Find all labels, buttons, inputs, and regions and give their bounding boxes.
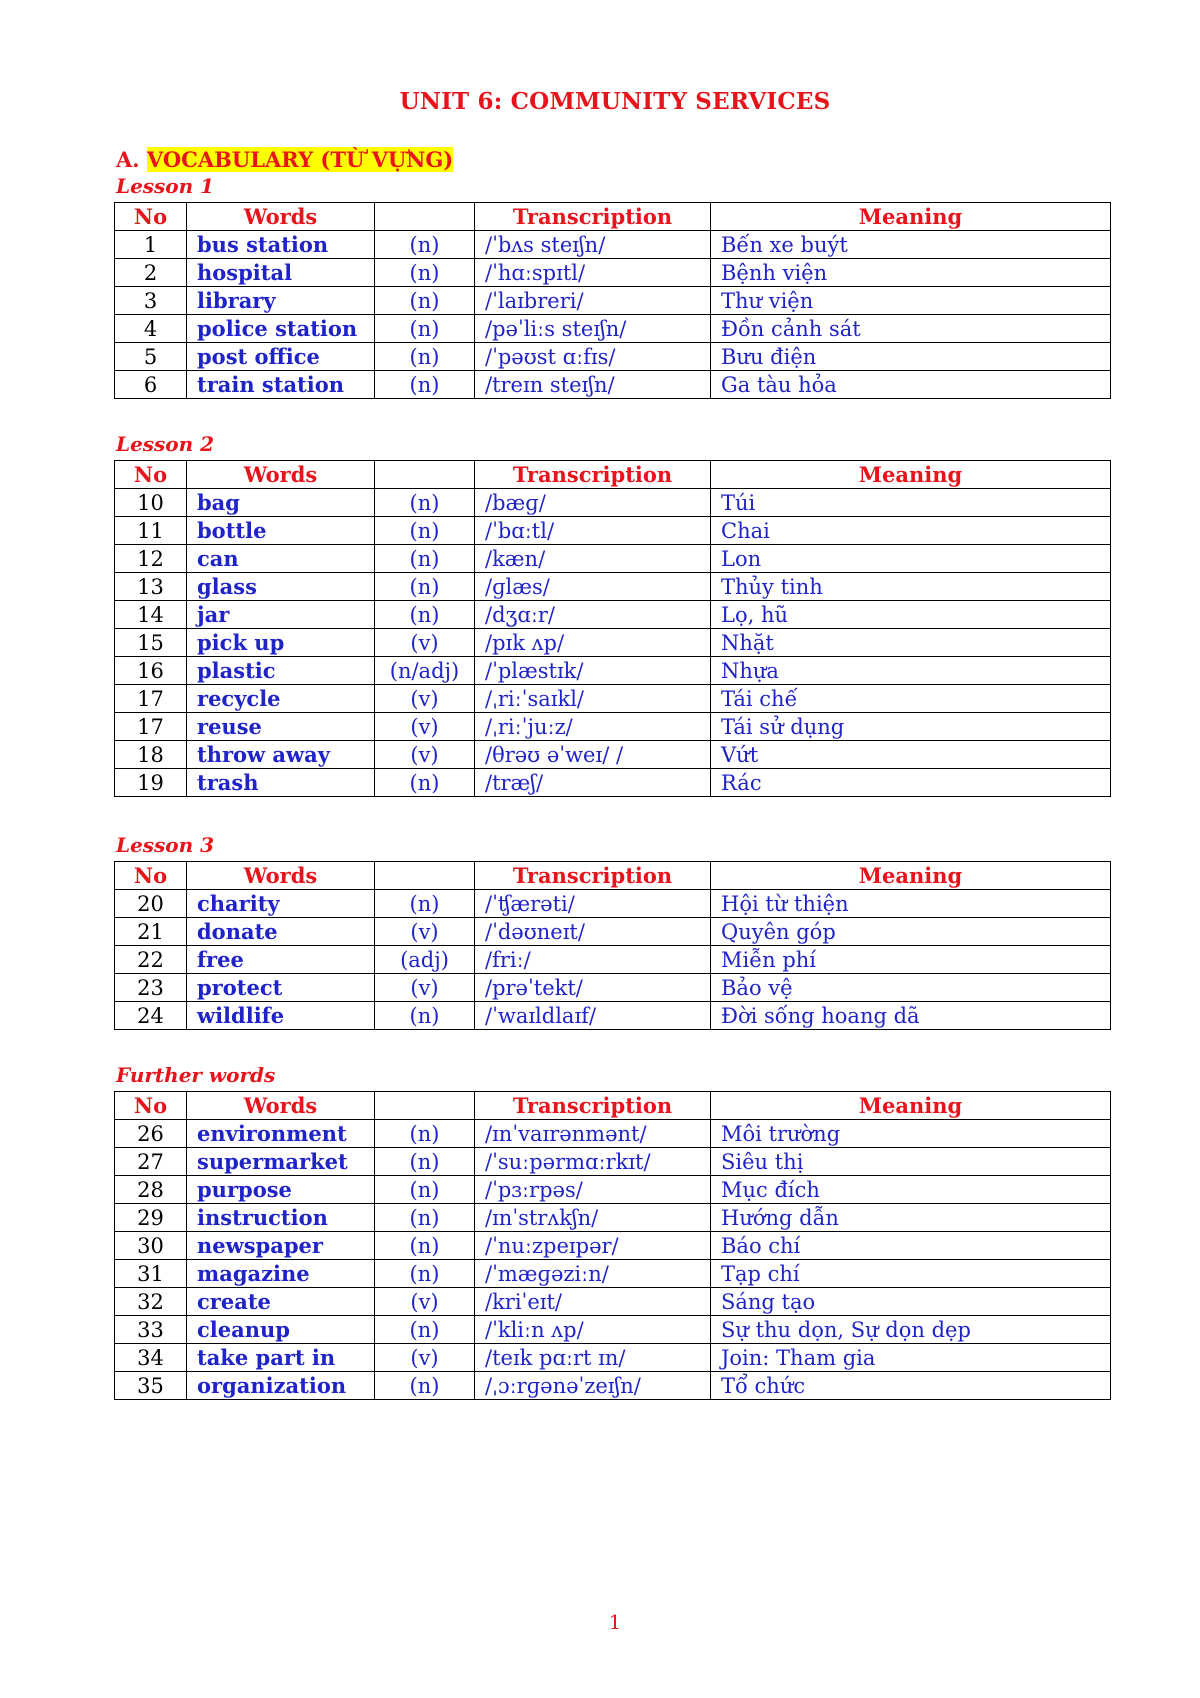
cell-transcription: /ˈwaɪldlaɪf/: [475, 1002, 711, 1030]
cell-word: organization: [187, 1372, 375, 1400]
cell-pos: (n): [375, 1148, 475, 1176]
lesson-label-1: Lesson 1: [116, 174, 215, 198]
cell-pos: (v): [375, 685, 475, 713]
cell-no: 21: [115, 918, 187, 946]
cell-no: 14: [115, 601, 187, 629]
cell-transcription: /ɪnˈstrʌkʃn/: [475, 1204, 711, 1232]
table-row: [115, 974, 1111, 1002]
cell-meaning: Chai: [711, 517, 1111, 545]
cell-transcription: /ˈʧærəti/: [475, 890, 711, 918]
header-meaning: Meaning: [711, 862, 1111, 890]
table-row: [115, 371, 1111, 399]
page-number: 1: [608, 1610, 622, 1634]
cell-pos: (n): [375, 1372, 475, 1400]
cell-pos: (n): [375, 343, 475, 371]
lesson-label-further: Further words: [116, 1063, 276, 1087]
cell-word: trash: [187, 769, 375, 797]
cell-pos: (n): [375, 1204, 475, 1232]
cell-pos: (n/adj): [375, 657, 475, 685]
cell-no: 27: [115, 1148, 187, 1176]
cell-transcription: /ˈplæstɪk/: [475, 657, 711, 685]
cell-transcription: /ˈbɑːtl/: [475, 517, 711, 545]
cell-no: 17: [115, 713, 187, 741]
header-row: [115, 461, 1111, 489]
header-row: [115, 203, 1111, 231]
cell-transcription: /dʒɑːr/: [475, 601, 711, 629]
cell-meaning: Ga tàu hỏa: [711, 371, 1111, 399]
header-no: No: [115, 203, 187, 231]
cell-meaning: Hội từ thiện: [711, 890, 1111, 918]
cell-pos: (adj): [375, 946, 475, 974]
cell-meaning: Tạp chí: [711, 1260, 1111, 1288]
cell-word: post office: [187, 343, 375, 371]
cell-pos: (v): [375, 1344, 475, 1372]
cell-transcription: /ɪnˈvaɪrənmənt/: [475, 1120, 711, 1148]
cell-meaning: Đồn cảnh sát: [711, 315, 1111, 343]
cell-transcription: /ˌriːˈjuːz/: [475, 713, 711, 741]
table-row: [115, 1372, 1111, 1400]
cell-pos: (n): [375, 1316, 475, 1344]
cell-meaning: Sự thu dọn, Sự dọn dẹp: [711, 1316, 1111, 1344]
cell-word: hospital: [187, 259, 375, 287]
lesson-label-2: Lesson 2: [116, 432, 215, 456]
cell-meaning: Rác: [711, 769, 1111, 797]
cell-pos: (n): [375, 1002, 475, 1030]
table-row: [115, 629, 1111, 657]
table-row: [115, 890, 1111, 918]
table-row: [115, 517, 1111, 545]
cell-transcription: /ˈdəʊneɪt/: [475, 918, 711, 946]
cell-pos: (v): [375, 629, 475, 657]
cell-pos: (n): [375, 573, 475, 601]
table-row: [115, 287, 1111, 315]
cell-no: 22: [115, 946, 187, 974]
cell-pos: (n): [375, 1260, 475, 1288]
cell-word: purpose: [187, 1176, 375, 1204]
cell-word: cleanup: [187, 1316, 375, 1344]
table-row: [115, 1176, 1111, 1204]
section-highlight: VOCABULARY (TỪ VỰNG): [146, 147, 454, 172]
cell-no: 33: [115, 1316, 187, 1344]
cell-word: environment: [187, 1120, 375, 1148]
cell-pos: (n): [375, 769, 475, 797]
table-row: [115, 1204, 1111, 1232]
cell-meaning: Quyên góp: [711, 918, 1111, 946]
cell-meaning: Thư viện: [711, 287, 1111, 315]
cell-meaning: Hướng dẫn: [711, 1204, 1111, 1232]
cell-transcription: /ɡlæs/: [475, 573, 711, 601]
cell-transcription: /ˈkliːn ʌp/: [475, 1316, 711, 1344]
cell-meaning: Nhặt: [711, 629, 1111, 657]
header-transcription: Transcription: [475, 862, 711, 890]
cell-no: 19: [115, 769, 187, 797]
cell-transcription: /ˈlaɪbreri/: [475, 287, 711, 315]
cell-word: newspaper: [187, 1232, 375, 1260]
table-row: [115, 1316, 1111, 1344]
vocab-table-further-words: [114, 1091, 1111, 1400]
table-row: [115, 315, 1111, 343]
cell-pos: (v): [375, 974, 475, 1002]
cell-no: 12: [115, 545, 187, 573]
cell-transcription: /θrəʊ əˈweɪ/ /: [475, 741, 711, 769]
cell-transcription: /kriˈeɪt/: [475, 1288, 711, 1316]
cell-meaning: Lon: [711, 545, 1111, 573]
header-no: No: [115, 1092, 187, 1120]
cell-transcription: /ˈpɜːrpəs/: [475, 1176, 711, 1204]
cell-meaning: Bưu điện: [711, 343, 1111, 371]
cell-no: 17: [115, 685, 187, 713]
cell-word: donate: [187, 918, 375, 946]
cell-transcription: /treɪn steɪʃn/: [475, 371, 711, 399]
table-row: [115, 1260, 1111, 1288]
table-row: [115, 545, 1111, 573]
header-pos: [375, 1092, 475, 1120]
cell-no: 30: [115, 1232, 187, 1260]
table-row: [115, 741, 1111, 769]
header-words: Words: [187, 862, 375, 890]
cell-pos: (n): [375, 489, 475, 517]
cell-no: 6: [115, 371, 187, 399]
vocab-table-lesson-2: [114, 460, 1111, 797]
cell-transcription: /ˌɔːrɡənəˈzeɪʃn/: [475, 1372, 711, 1400]
cell-no: 28: [115, 1176, 187, 1204]
cell-no: 34: [115, 1344, 187, 1372]
cell-word: magazine: [187, 1260, 375, 1288]
table-row: [115, 946, 1111, 974]
lesson-label-3: Lesson 3: [116, 833, 215, 857]
cell-pos: (n): [375, 371, 475, 399]
cell-no: 26: [115, 1120, 187, 1148]
cell-pos: (n): [375, 1232, 475, 1260]
table-row: [115, 713, 1111, 741]
header-no: No: [115, 461, 187, 489]
cell-pos: (n): [375, 545, 475, 573]
page-title: UNIT 6: COMMUNITY SERVICES: [399, 88, 831, 115]
cell-word: jar: [187, 601, 375, 629]
cell-no: 4: [115, 315, 187, 343]
header-words: Words: [187, 203, 375, 231]
section-heading: [116, 147, 453, 172]
cell-meaning: Sáng tạo: [711, 1288, 1111, 1316]
header-no: No: [115, 862, 187, 890]
cell-no: 29: [115, 1204, 187, 1232]
cell-word: reuse: [187, 713, 375, 741]
cell-word: instruction: [187, 1204, 375, 1232]
table-row: [115, 685, 1111, 713]
header-transcription: Transcription: [475, 203, 711, 231]
table-row: [115, 1344, 1111, 1372]
cell-meaning: Nhựa: [711, 657, 1111, 685]
cell-no: 32: [115, 1288, 187, 1316]
cell-no: 24: [115, 1002, 187, 1030]
cell-transcription: /pɪk ʌp/: [475, 629, 711, 657]
cell-transcription: /ˈsuːpərmɑːrkɪt/: [475, 1148, 711, 1176]
cell-word: can: [187, 545, 375, 573]
cell-word: charity: [187, 890, 375, 918]
header-pos: [375, 862, 475, 890]
cell-word: protect: [187, 974, 375, 1002]
cell-transcription: /ˈnuːzpeɪpər/: [475, 1232, 711, 1260]
cell-meaning: Join: Tham gia: [711, 1344, 1111, 1372]
header-words: Words: [187, 461, 375, 489]
cell-meaning: Môi trường: [711, 1120, 1111, 1148]
cell-pos: (n): [375, 259, 475, 287]
cell-pos: (n): [375, 517, 475, 545]
cell-transcription: /ˈbʌs steɪʃn/: [475, 231, 711, 259]
cell-no: 15: [115, 629, 187, 657]
cell-pos: (n): [375, 1176, 475, 1204]
cell-word: police station: [187, 315, 375, 343]
cell-meaning: Tổ chức: [711, 1372, 1111, 1400]
cell-word: glass: [187, 573, 375, 601]
cell-transcription: /ˈmæɡəziːn/: [475, 1260, 711, 1288]
cell-no: 31: [115, 1260, 187, 1288]
cell-transcription: /friː/: [475, 946, 711, 974]
table-row: [115, 1120, 1111, 1148]
table-row: [115, 573, 1111, 601]
table-row: [115, 1232, 1111, 1260]
cell-transcription: /pəˈliːs steɪʃn/: [475, 315, 711, 343]
vocab-table-lesson-1: [114, 202, 1111, 399]
cell-no: 5: [115, 343, 187, 371]
table-row: [115, 1148, 1111, 1176]
cell-meaning: Túi: [711, 489, 1111, 517]
header-words: Words: [187, 1092, 375, 1120]
cell-meaning: Thủy tinh: [711, 573, 1111, 601]
cell-transcription: /ˈhɑːspɪtl/: [475, 259, 711, 287]
cell-no: 23: [115, 974, 187, 1002]
cell-meaning: Miễn phí: [711, 946, 1111, 974]
table-row: [115, 343, 1111, 371]
cell-word: throw away: [187, 741, 375, 769]
cell-word: train station: [187, 371, 375, 399]
cell-no: 35: [115, 1372, 187, 1400]
cell-no: 20: [115, 890, 187, 918]
cell-word: library: [187, 287, 375, 315]
cell-meaning: Mục đích: [711, 1176, 1111, 1204]
cell-no: 2: [115, 259, 187, 287]
table-row: [115, 259, 1111, 287]
cell-pos: (v): [375, 918, 475, 946]
cell-word: create: [187, 1288, 375, 1316]
table-row: [115, 918, 1111, 946]
cell-pos: (n): [375, 890, 475, 918]
cell-no: 18: [115, 741, 187, 769]
header-pos: [375, 461, 475, 489]
cell-meaning: Bến xe buýt: [711, 231, 1111, 259]
table-row: [115, 489, 1111, 517]
header-meaning: Meaning: [711, 1092, 1111, 1120]
cell-transcription: /prəˈtekt/: [475, 974, 711, 1002]
cell-transcription: /ˌriːˈsaɪkl/: [475, 685, 711, 713]
cell-meaning: Vứt: [711, 741, 1111, 769]
cell-word: bag: [187, 489, 375, 517]
table-row: [115, 601, 1111, 629]
cell-word: take part in: [187, 1344, 375, 1372]
cell-transcription: /ˈpəʊst ɑːfɪs/: [475, 343, 711, 371]
cell-no: 10: [115, 489, 187, 517]
cell-pos: (n): [375, 601, 475, 629]
cell-pos: (n): [375, 1120, 475, 1148]
cell-word: bottle: [187, 517, 375, 545]
vocab-table-lesson-3: [114, 861, 1111, 1030]
cell-meaning: Bảo vệ: [711, 974, 1111, 1002]
cell-pos: (n): [375, 287, 475, 315]
cell-transcription: /teɪk pɑːrt ɪn/: [475, 1344, 711, 1372]
cell-transcription: /kæn/: [475, 545, 711, 573]
cell-transcription: /træʃ/: [475, 769, 711, 797]
cell-meaning: Siêu thị: [711, 1148, 1111, 1176]
cell-no: 3: [115, 287, 187, 315]
header-pos: [375, 203, 475, 231]
cell-meaning: Tái chế: [711, 685, 1111, 713]
cell-meaning: Đời sống hoang dã: [711, 1002, 1111, 1030]
table-row: [115, 657, 1111, 685]
cell-pos: (v): [375, 1288, 475, 1316]
section-prefix: A.: [116, 147, 147, 172]
header-transcription: Transcription: [475, 1092, 711, 1120]
cell-word: free: [187, 946, 375, 974]
cell-no: 1: [115, 231, 187, 259]
cell-meaning: Lọ, hũ: [711, 601, 1111, 629]
table-row: [115, 1002, 1111, 1030]
table-row: [115, 769, 1111, 797]
cell-no: 13: [115, 573, 187, 601]
cell-word: wildlife: [187, 1002, 375, 1030]
table-row: [115, 1288, 1111, 1316]
header-meaning: Meaning: [711, 203, 1111, 231]
cell-pos: (n): [375, 315, 475, 343]
cell-pos: (v): [375, 713, 475, 741]
header-meaning: Meaning: [711, 461, 1111, 489]
header-row: [115, 1092, 1111, 1120]
header-row: [115, 862, 1111, 890]
cell-pos: (v): [375, 741, 475, 769]
cell-no: 11: [115, 517, 187, 545]
cell-word: supermarket: [187, 1148, 375, 1176]
cell-word: bus station: [187, 231, 375, 259]
cell-meaning: Bệnh viện: [711, 259, 1111, 287]
cell-word: plastic: [187, 657, 375, 685]
cell-no: 16: [115, 657, 187, 685]
table-row: [115, 231, 1111, 259]
cell-pos: (n): [375, 231, 475, 259]
cell-word: recycle: [187, 685, 375, 713]
cell-word: pick up: [187, 629, 375, 657]
cell-transcription: /bæɡ/: [475, 489, 711, 517]
header-transcription: Transcription: [475, 461, 711, 489]
cell-meaning: Báo chí: [711, 1232, 1111, 1260]
cell-meaning: Tái sử dụng: [711, 713, 1111, 741]
